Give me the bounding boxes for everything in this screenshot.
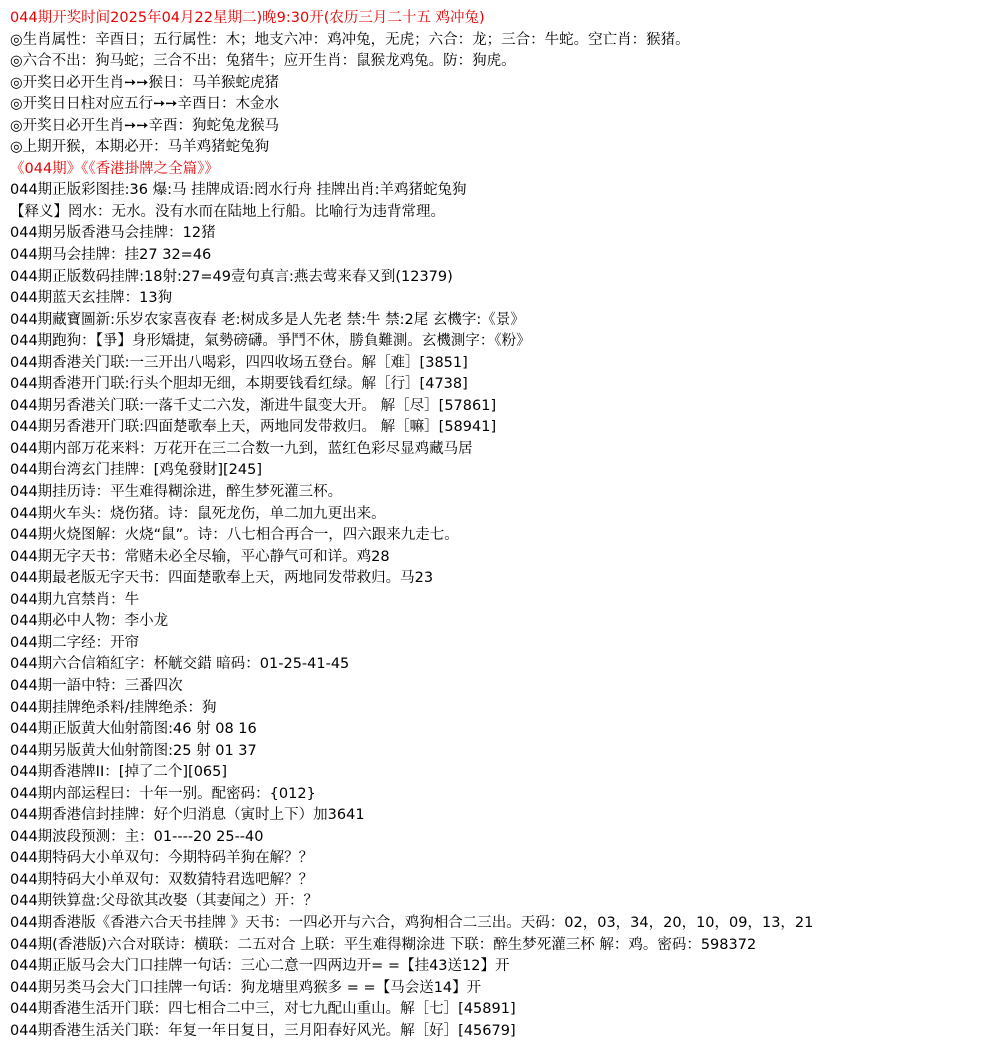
last-issue-line: ◎上期开猴，本期必开：马羊鸡猪蛇兔狗 [10, 139, 270, 156]
entry-line: 044期九宫禁肖：牛 [10, 591, 140, 608]
entry-line: 044期特码大小单双句：今期特码羊狗在解？？ [10, 850, 314, 867]
entry-line: 044期另香港开门联:四面楚歌奉上天，两地同发带救归。 解［嘛］[58941] [10, 419, 497, 436]
entry-line: 044期火烧图解：火烧“鼠”。诗：八七相合再合一，四六跟来九走七。 [10, 527, 459, 544]
entry-line: 044期内部运程曰：十年一别。配密码：{012} [10, 785, 316, 802]
entry-line: 044期另版香港马会挂牌：12猪 [10, 225, 216, 242]
entry-line: 044期香港信封挂牌：好个归消息（寅时上下）加3641 [10, 807, 365, 824]
entry-line: 044期六合信箱紅字：杯觥交錯 暗码：01-25-41-45 [10, 656, 350, 673]
entry-line: 044期特码大小单双句：双数猜特君选吧解？？ [10, 871, 314, 888]
entry-line: 044期香港生活关门联：年复一年日复日，三月阳春好风光。解［好］[45679] [10, 1022, 516, 1039]
entry-line: 044期挂历诗：平生难得糊涂进，醉生梦死灌三杯。 [10, 484, 343, 501]
xinyou-line: ◎开奖日必开生肖➙➙辛酉：狗蛇兔龙猴马 [10, 117, 279, 134]
entry-line: 044期一語中特：三番四次 [10, 677, 183, 694]
entry-line: 044期另版黄大仙射箭图:25 射 01 37 [10, 742, 257, 759]
monkey-day-line: ◎开奖日必开生肖➙➙猴日：马羊猴蛇虎猪 [10, 74, 279, 91]
entry-line: 044期藏寶圖新:乐岁农家喜夜春 老:树成多是人先老 禁:牛 禁:2尾 玄機字:《景》 [10, 311, 525, 328]
entry-line: 044期铁算盘:父母欲其改娶（其妻闻之）开：？ [10, 893, 319, 910]
section-title: 《044期》《《香港掛牌之全篇》》 [10, 160, 219, 177]
entry-line: 044期香港版《香港六合天书挂牌 》天书：一四必开与六合，鸡狗相合二三出。天码：02，03，34，20，10，09，13，21 [10, 914, 814, 931]
draw-title: 044期开奖时间2025年04月22星期二)晚9:30开(农历三月二十五 鸡冲兔) [10, 10, 485, 26]
entry-line: 044期二字经：开帘 [10, 634, 140, 651]
entry-line: 044期正版数码挂牌:18射:27=49壹句真言:燕去莺来春又到(12379) [10, 268, 453, 285]
entry-line: 044期正版彩图挂:36 爆:马 挂牌成语:罔水行舟 挂牌出肖:羊鸡猪蛇兔狗 [10, 182, 467, 199]
entry-line: 044期波段预测：主：01----20 25--40 [10, 828, 264, 845]
day-pillar-line: ◎开奖日日柱对应五行➙➙辛酉日：木金水 [10, 96, 279, 113]
entry-line: 044期无字天书：常赌未必全尽输，平心静气可和详。鸡28 [10, 548, 390, 565]
six-combos-line: ◎六合不出：狗马蛇；三合不出：兔猪牛；应开生肖：鼠猴龙鸡兔。防：狗虎。 [10, 53, 516, 70]
entry-line: 044期跑狗：【爭】身形矯捷，氣勢磅礴。爭鬥不休，勝負難測。玄機測字：《粉》 [10, 333, 531, 350]
entry-line: 044期香港牌II：[掉了二个][065] [10, 764, 228, 781]
entry-line: 044期另香港关门联:一落千丈二六发，渐进牛鼠变大开。 解［尽］[57861] [10, 397, 497, 414]
entry-line: 044期台湾玄门挂牌：[鸡兔發財][245] [10, 462, 262, 479]
entry-line: 044期香港生活开门联：四七相合二中三，对七九配山重山。解［七］[45891] [10, 1001, 516, 1018]
entry-line: 044期(香港版)六合对联诗：横联：二五对合 上联：平生难得糊涂进 下联：醉生梦死灌三杯 解：鸡。密码：598372 [10, 936, 757, 953]
entry-line: 044期马会挂牌：挂27 32=46 [10, 247, 212, 264]
entry-line: 【释义】罔水：无水。没有水而在陆地上行船。比喻行为违背常理。 [10, 203, 445, 220]
entry-line: 044期香港关门联:一三开出八喝彩，四四收场五登台。解［难］[3851] [10, 354, 468, 371]
entry-line: 044期正版马会大门口挂牌一句话：三心二意一四两边开= =【挂43送12】开 [10, 958, 510, 975]
entry-line: 044期最老版无字天书：四面楚歌奉上天，两地同发带救归。马23 [10, 570, 434, 587]
entry-line: 044期挂牌绝杀料/挂牌绝杀：狗 [10, 699, 217, 716]
entry-line: 044期必中人物：李小龙 [10, 613, 169, 630]
entry-line: 044期火车头：烧伤猪。诗：鼠死龙伤，单二加九更出来。 [10, 505, 386, 522]
entries-list [10, 180, 1000, 1042]
entry-line: 044期内部万花来料：万花开在三二合数一九到，蓝红色彩尽显鸡藏马居 [10, 440, 473, 457]
entry-line: 044期香港开门联:行头个胆却无细，本期要钱看红绿。解［行］[4738] [10, 376, 468, 393]
entry-line: 044期正版黄大仙射箭图:46 射 08 16 [10, 721, 257, 738]
entry-line: 044期另类马会大门口挂牌一句话：狗龙塘里鸡猴多 = =【马会送14】开 [10, 979, 482, 996]
entry-line: 044期蓝天玄挂牌：13狗 [10, 290, 173, 307]
attributes-line: ◎生肖属性：辛酉日；五行属性：木；地支六冲：鸡冲兔，无虎；六合：龙；三合：牛蛇。空亡肖：猴猪。 [10, 31, 690, 48]
